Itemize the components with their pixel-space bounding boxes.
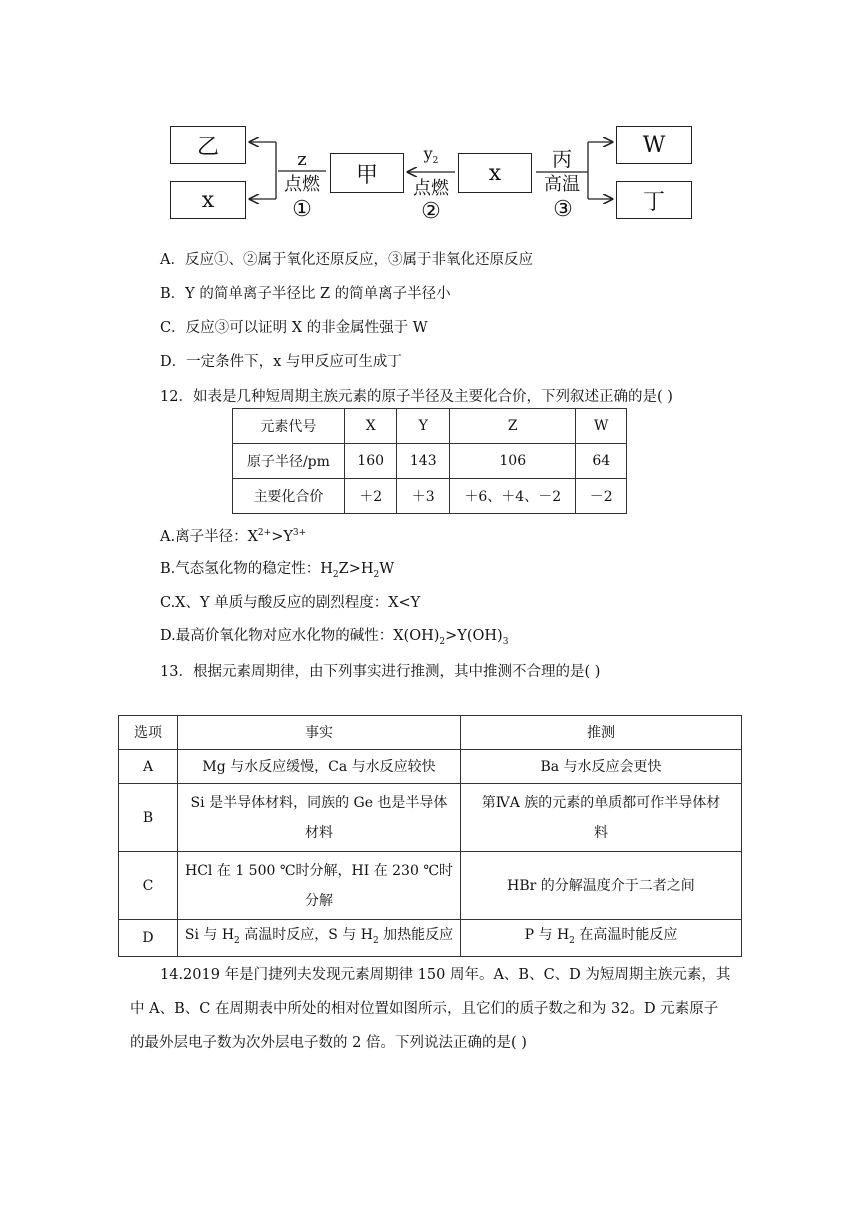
box-w: W (616, 126, 692, 164)
q13-option-cell: D (119, 920, 178, 957)
box-yi: 乙 (170, 126, 246, 164)
step1-num: ① (292, 197, 312, 222)
box-x-left: x (170, 181, 246, 219)
q12-cell: 64 (576, 444, 627, 479)
step2-bottom: 点燃 (413, 178, 449, 199)
step2-num: ② (421, 199, 441, 224)
q12-cell: ＋2 (344, 479, 397, 514)
q11-option-c: C．反应③可以证明 X 的非金属性强于 W (160, 320, 428, 336)
q12-header: W (576, 409, 627, 444)
q12-table (232, 408, 627, 514)
q11-option-b: B．Y 的简单离子半径比 Z 的简单离子半径小 (160, 286, 451, 302)
q12-cell: ＋6、＋4、－2 (450, 479, 576, 514)
q12-cell: 原子半径/pm (233, 444, 345, 479)
q13-fact-cell: HCl 在 1 500 ℃时分解，HI 在 230 ℃时 分解 (178, 852, 461, 920)
q12-cell: ＋3 (397, 479, 450, 514)
step1-top: z (297, 149, 307, 170)
q13-stem: 13．根据元素周期律，由下列事实进行推测，其中推测不合理的是( ) (160, 664, 601, 680)
q12-cell: －2 (576, 479, 627, 514)
q12-option-c: C.X、Y 单质与酸反应的剧烈程度：X<Y (160, 595, 421, 611)
q13-inference-cell: HBr 的分解温度介于二者之间 (461, 852, 742, 920)
q14-line-3: 的最外层电子数为次外层电子数的 2 倍。下列说法正确的是( ) (130, 1035, 527, 1051)
q12-option-d: D.最高价氧化物对应水化物的碱性：$X(OH)_2>Y(OH)_3$ (160, 628, 509, 647)
q13-inference-cell: P 与 $H_2$ 在高温时能反应 (461, 920, 742, 957)
q13-option-cell: B (119, 784, 178, 852)
step3-bottom: 高温 (544, 174, 580, 195)
q13-header: 选项 (119, 716, 178, 750)
q12-header: Y (397, 409, 450, 444)
step3-top: 丙 (552, 147, 572, 171)
box-x-mid: x (458, 153, 532, 193)
q13-inference-cell: Ba 与水反应会更快 (461, 750, 742, 784)
q12-cell: 160 (344, 444, 397, 479)
q13-table (118, 715, 742, 957)
q12-option-a: A.离子半径：$X^{2+}>Y^{3+}$ (160, 528, 307, 545)
step3-num: ③ (553, 197, 573, 222)
q14-line-1: 14.2019 年是门捷列夫发现元素周期律 150 周年。A、B、C、D 为短周期主族元素，其 (160, 967, 731, 983)
box-jia: 甲 (330, 153, 404, 193)
q12-header: Z (450, 409, 576, 444)
q11-option-d: D．一定条件下，x 与甲反应可生成丁 (160, 354, 402, 370)
q12-header: X (344, 409, 397, 444)
q12-cell: 主要化合价 (233, 479, 345, 514)
q12-header: 元素代号 (233, 409, 345, 444)
q12-cell: 106 (450, 444, 576, 479)
q13-header: 事实 (178, 716, 461, 750)
step1-bottom: 点燃 (284, 174, 320, 195)
q13-fact-cell: Si 与 $H_2$ 高温时反应，S 与 $H_2$ 加热能反应 (178, 920, 461, 957)
q11-option-a: A．反应①、②属于氧化还原反应，③属于非氧化还原反应 (160, 252, 533, 268)
q13-fact-cell: Mg 与水反应缓慢，Ca 与水反应较快 (178, 750, 461, 784)
box-ding: 丁 (616, 181, 692, 219)
q13-fact-cell: Si 是半导体材料，同族的 Ge 也是半导体 材料 (178, 784, 461, 852)
q14-line-2: 中 A、B、C 在周期表中所处的相对位置如图所示，且它们的质子数之和为 32。D 元素原子 (130, 1001, 719, 1017)
q12-stem: 12．如表是几种短周期主族元素的原子半径及主要化合价，下列叙述正确的是( ) (160, 389, 673, 405)
q13-option-cell: C (119, 852, 178, 920)
q13-option-cell: A (119, 750, 178, 784)
q13-inference-cell: 第ⅣA 族的元素的单质都可作半导体材 料 (461, 784, 742, 852)
step2-top: $y_2$ (423, 144, 439, 167)
q13-header: 推测 (461, 716, 742, 750)
q12-cell: 143 (397, 444, 450, 479)
q12-option-b: B.气态氢化物的稳定性：$H_2Z>H_2W$ (160, 561, 395, 580)
